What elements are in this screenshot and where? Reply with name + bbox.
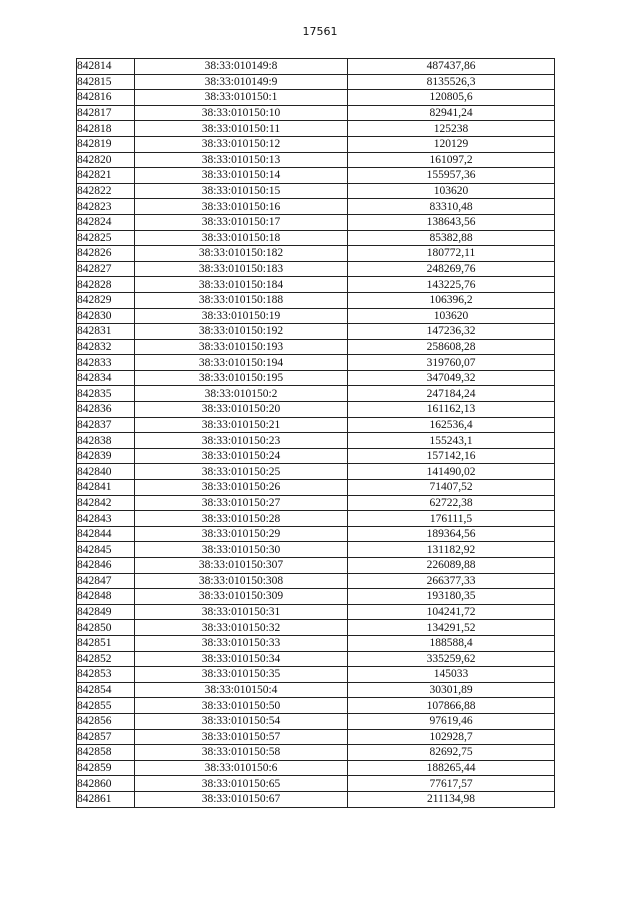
row-number-cell: 842821 <box>77 168 135 184</box>
table-row <box>77 105 555 121</box>
table-row <box>77 480 555 496</box>
row-number-cell: 842848 <box>77 589 135 605</box>
table-row <box>77 604 555 620</box>
cadastral-value-cell: 247184,24 <box>348 386 555 402</box>
cadastral-number-cell: 38:33:010150:34 <box>135 651 348 667</box>
cadastral-value-cell: 145033 <box>348 667 555 683</box>
cadastral-number-cell: 38:33:010150:19 <box>135 308 348 324</box>
cadastral-value-cell: 97619,46 <box>348 713 555 729</box>
table-row <box>77 121 555 137</box>
row-number-cell: 842839 <box>77 448 135 464</box>
page-number: 17561 <box>302 25 338 38</box>
cadastral-number-cell: 38:33:010150:65 <box>135 776 348 792</box>
row-number-cell: 842832 <box>77 339 135 355</box>
cadastral-number-cell: 38:33:010150:182 <box>135 246 348 262</box>
table-body <box>77 59 555 808</box>
cadastral-value-cell: 155957,36 <box>348 168 555 184</box>
cadastral-value-cell: 103620 <box>348 183 555 199</box>
table-row <box>77 729 555 745</box>
cadastral-value-cell: 85382,88 <box>348 230 555 246</box>
cadastral-number-cell: 38:33:010150:184 <box>135 277 348 293</box>
row-number-cell: 842861 <box>77 791 135 807</box>
cadastral-value-cell: 82692,75 <box>348 745 555 761</box>
row-number-cell: 842844 <box>77 526 135 542</box>
row-number-cell: 842841 <box>77 480 135 496</box>
cadastral-number-cell: 38:33:010150:12 <box>135 136 348 152</box>
table-row <box>77 402 555 418</box>
cadastral-number-cell: 38:33:010150:30 <box>135 542 348 558</box>
cadastral-number-cell: 38:33:010150:13 <box>135 152 348 168</box>
table-row <box>77 152 555 168</box>
cadastral-value-cell: 62722,38 <box>348 495 555 511</box>
cadastral-number-cell: 38:33:010150:183 <box>135 261 348 277</box>
row-number-cell: 842828 <box>77 277 135 293</box>
cadastral-number-cell: 38:33:010150:26 <box>135 480 348 496</box>
cadastral-value-cell: 103620 <box>348 308 555 324</box>
row-number-cell: 842858 <box>77 745 135 761</box>
cadastral-number-cell: 38:33:010150:31 <box>135 604 348 620</box>
table-row <box>77 90 555 106</box>
row-number-cell: 842830 <box>77 308 135 324</box>
cadastral-number-cell: 38:33:010150:50 <box>135 698 348 714</box>
row-number-cell: 842817 <box>77 105 135 121</box>
cadastral-value-cell: 77617,57 <box>348 776 555 792</box>
row-number-cell: 842816 <box>77 90 135 106</box>
cadastral-value-cell: 125238 <box>348 121 555 137</box>
table-row <box>77 417 555 433</box>
table-row <box>77 324 555 340</box>
cadastral-number-cell: 38:33:010150:14 <box>135 168 348 184</box>
cadastral-number-cell: 38:33:010150:33 <box>135 635 348 651</box>
cadastral-number-cell: 38:33:010150:309 <box>135 589 348 605</box>
row-number-cell: 842856 <box>77 713 135 729</box>
table-row <box>77 760 555 776</box>
cadastral-value-cell: 120805,6 <box>348 90 555 106</box>
row-number-cell: 842834 <box>77 370 135 386</box>
table-row <box>77 776 555 792</box>
row-number-cell: 842854 <box>77 682 135 698</box>
row-number-cell: 842855 <box>77 698 135 714</box>
cadastral-value-cell: 106396,2 <box>348 292 555 308</box>
row-number-cell: 842819 <box>77 136 135 152</box>
cadastral-number-cell: 38:33:010150:32 <box>135 620 348 636</box>
row-number-cell: 842847 <box>77 573 135 589</box>
cadastral-number-cell: 38:33:010150:11 <box>135 121 348 137</box>
table-row <box>77 495 555 511</box>
cadastral-number-cell: 38:33:010150:193 <box>135 339 348 355</box>
table-row <box>77 745 555 761</box>
table-row <box>77 620 555 636</box>
cadastral-value-cell: 147236,32 <box>348 324 555 340</box>
cadastral-number-cell: 38:33:010150:4 <box>135 682 348 698</box>
row-number-cell: 842852 <box>77 651 135 667</box>
table-row <box>77 558 555 574</box>
row-number-cell: 842820 <box>77 152 135 168</box>
cadastral-value-cell: 176111,5 <box>348 511 555 527</box>
table-row <box>77 464 555 480</box>
cadastral-number-cell: 38:33:010150:23 <box>135 433 348 449</box>
cadastral-value-cell: 211134,98 <box>348 791 555 807</box>
cadastral-number-cell: 38:33:010150:54 <box>135 713 348 729</box>
table-row <box>77 214 555 230</box>
cadastral-value-cell: 189364,56 <box>348 526 555 542</box>
cadastral-value-cell: 487437,86 <box>348 59 555 75</box>
cadastral-value-table <box>76 58 555 808</box>
table-row <box>77 339 555 355</box>
table-row <box>77 573 555 589</box>
cadastral-number-cell: 38:33:010149:9 <box>135 74 348 90</box>
cadastral-value-cell: 180772,11 <box>348 246 555 262</box>
row-number-cell: 842824 <box>77 214 135 230</box>
cadastral-number-cell: 38:33:010150:10 <box>135 105 348 121</box>
table-row <box>77 74 555 90</box>
cadastral-number-cell: 38:33:010150:1 <box>135 90 348 106</box>
cadastral-value-cell: 83310,48 <box>348 199 555 215</box>
table-row <box>77 168 555 184</box>
row-number-cell: 842859 <box>77 760 135 776</box>
row-number-cell: 842815 <box>77 74 135 90</box>
row-number-cell: 842860 <box>77 776 135 792</box>
cadastral-number-cell: 38:33:010150:18 <box>135 230 348 246</box>
row-number-cell: 842829 <box>77 292 135 308</box>
cadastral-value-cell: 120129 <box>348 136 555 152</box>
table-row <box>77 526 555 542</box>
table-row <box>77 667 555 683</box>
row-number-cell: 842831 <box>77 324 135 340</box>
cadastral-value-cell: 335259,62 <box>348 651 555 667</box>
table-row <box>77 651 555 667</box>
cadastral-value-cell: 138643,56 <box>348 214 555 230</box>
cadastral-value-cell: 71407,52 <box>348 480 555 496</box>
cadastral-number-cell: 38:33:010150:57 <box>135 729 348 745</box>
cadastral-value-cell: 161097,2 <box>348 152 555 168</box>
cadastral-value-cell: 157142,16 <box>348 448 555 464</box>
row-number-cell: 842836 <box>77 402 135 418</box>
cadastral-value-cell: 193180,35 <box>348 589 555 605</box>
cadastral-number-cell: 38:33:010150:188 <box>135 292 348 308</box>
cadastral-value-cell: 30301,89 <box>348 682 555 698</box>
table-row <box>77 230 555 246</box>
cadastral-number-cell: 38:33:010150:29 <box>135 526 348 542</box>
cadastral-value-cell: 143225,76 <box>348 277 555 293</box>
cadastral-number-cell: 38:33:010150:28 <box>135 511 348 527</box>
cadastral-number-cell: 38:33:010150:27 <box>135 495 348 511</box>
cadastral-value-cell: 82941,24 <box>348 105 555 121</box>
table-row <box>77 698 555 714</box>
table-row <box>77 589 555 605</box>
table-row <box>77 355 555 371</box>
cadastral-number-cell: 38:33:010150:194 <box>135 355 348 371</box>
table-row <box>77 682 555 698</box>
cadastral-value-cell: 162536,4 <box>348 417 555 433</box>
cadastral-number-cell: 38:33:010150:15 <box>135 183 348 199</box>
cadastral-number-cell: 38:33:010150:24 <box>135 448 348 464</box>
cadastral-value-cell: 161162,13 <box>348 402 555 418</box>
row-number-cell: 842845 <box>77 542 135 558</box>
table-row <box>77 246 555 262</box>
row-number-cell: 842853 <box>77 667 135 683</box>
table-row <box>77 635 555 651</box>
cadastral-value-cell: 107866,88 <box>348 698 555 714</box>
cadastral-number-cell: 38:33:010150:17 <box>135 214 348 230</box>
cadastral-value-cell: 188588,4 <box>348 635 555 651</box>
cadastral-number-cell: 38:33:010150:307 <box>135 558 348 574</box>
row-number-cell: 842833 <box>77 355 135 371</box>
cadastral-number-cell: 38:33:010150:35 <box>135 667 348 683</box>
cadastral-number-cell: 38:33:010150:25 <box>135 464 348 480</box>
cadastral-number-cell: 38:33:010150:16 <box>135 199 348 215</box>
cadastral-number-cell: 38:33:010149:8 <box>135 59 348 75</box>
cadastral-number-cell: 38:33:010150:20 <box>135 402 348 418</box>
table-row <box>77 448 555 464</box>
row-number-cell: 842842 <box>77 495 135 511</box>
table-row <box>77 433 555 449</box>
cadastral-value-cell: 141490,02 <box>348 464 555 480</box>
cadastral-number-cell: 38:33:010150:308 <box>135 573 348 589</box>
table-row <box>77 713 555 729</box>
table-row <box>77 199 555 215</box>
row-number-cell: 842838 <box>77 433 135 449</box>
table-row <box>77 791 555 807</box>
cadastral-value-cell: 155243,1 <box>348 433 555 449</box>
cadastral-number-cell: 38:33:010150:6 <box>135 760 348 776</box>
cadastral-number-cell: 38:33:010150:21 <box>135 417 348 433</box>
cadastral-value-cell: 8135526,3 <box>348 74 555 90</box>
cadastral-value-cell: 134291,52 <box>348 620 555 636</box>
cadastral-value-cell: 266377,33 <box>348 573 555 589</box>
row-number-cell: 842843 <box>77 511 135 527</box>
table-row <box>77 308 555 324</box>
row-number-cell: 842814 <box>77 59 135 75</box>
table-row <box>77 542 555 558</box>
cadastral-value-cell: 248269,76 <box>348 261 555 277</box>
table-row <box>77 261 555 277</box>
table-row <box>77 136 555 152</box>
cadastral-value-cell: 347049,32 <box>348 370 555 386</box>
cadastral-value-cell: 102928,7 <box>348 729 555 745</box>
row-number-cell: 842818 <box>77 121 135 137</box>
row-number-cell: 842837 <box>77 417 135 433</box>
table-row <box>77 277 555 293</box>
row-number-cell: 842835 <box>77 386 135 402</box>
row-number-cell: 842826 <box>77 246 135 262</box>
cadastral-number-cell: 38:33:010150:192 <box>135 324 348 340</box>
table-row <box>77 59 555 75</box>
row-number-cell: 842823 <box>77 199 135 215</box>
row-number-cell: 842850 <box>77 620 135 636</box>
cadastral-value-cell: 188265,44 <box>348 760 555 776</box>
table-row <box>77 511 555 527</box>
cadastral-number-cell: 38:33:010150:195 <box>135 370 348 386</box>
row-number-cell: 842825 <box>77 230 135 246</box>
table-row <box>77 292 555 308</box>
cadastral-number-cell: 38:33:010150:58 <box>135 745 348 761</box>
row-number-cell: 842827 <box>77 261 135 277</box>
table-row <box>77 370 555 386</box>
row-number-cell: 842822 <box>77 183 135 199</box>
table-row <box>77 183 555 199</box>
row-number-cell: 842849 <box>77 604 135 620</box>
cadastral-value-cell: 319760,07 <box>348 355 555 371</box>
cadastral-number-cell: 38:33:010150:67 <box>135 791 348 807</box>
row-number-cell: 842840 <box>77 464 135 480</box>
row-number-cell: 842846 <box>77 558 135 574</box>
cadastral-number-cell: 38:33:010150:2 <box>135 386 348 402</box>
cadastral-value-cell: 258608,28 <box>348 339 555 355</box>
cadastral-value-cell: 104241,72 <box>348 604 555 620</box>
table-row <box>77 386 555 402</box>
cadastral-value-cell: 226089,88 <box>348 558 555 574</box>
row-number-cell: 842851 <box>77 635 135 651</box>
row-number-cell: 842857 <box>77 729 135 745</box>
cadastral-value-cell: 131182,92 <box>348 542 555 558</box>
